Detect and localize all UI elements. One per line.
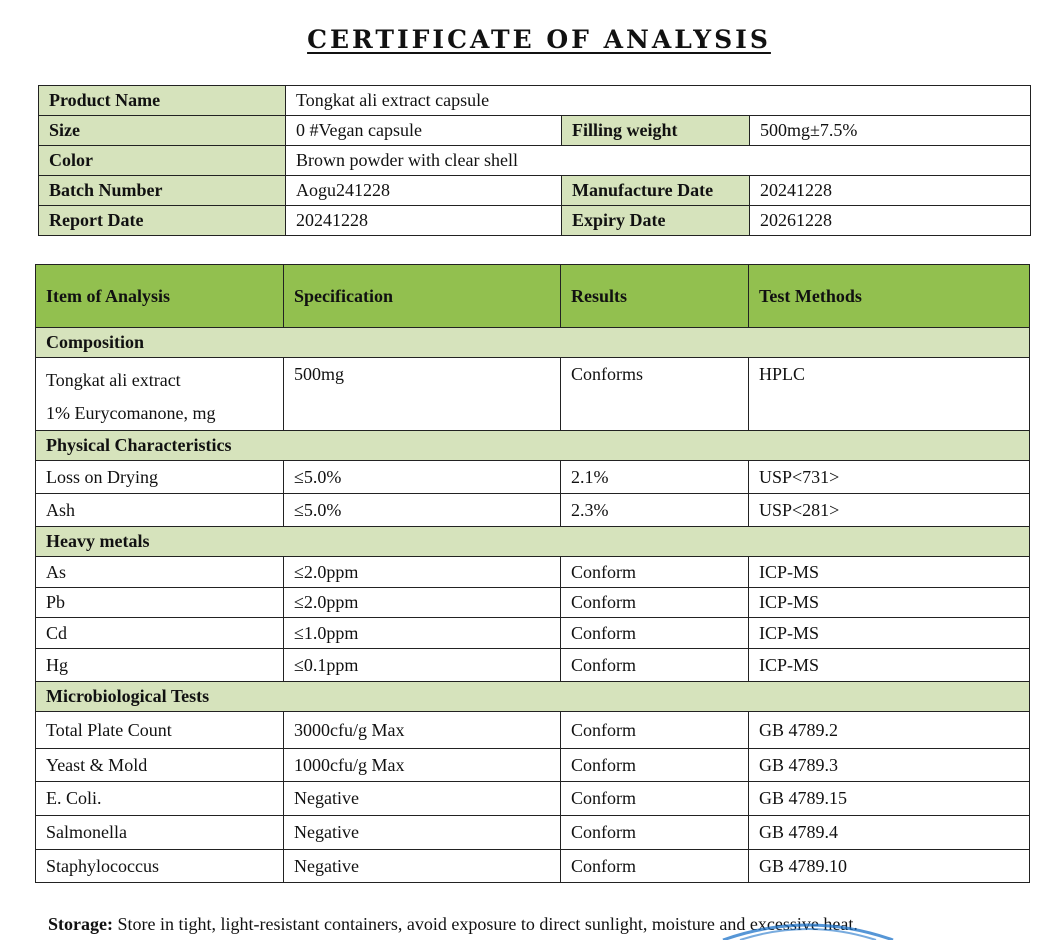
report-date-value: 20241228 (286, 206, 562, 236)
test-method-cell: USP<281> (749, 494, 1030, 527)
table-row (36, 782, 1030, 816)
item-cell: Hg (36, 649, 284, 682)
item-cell: Staphylococcus (36, 850, 284, 883)
item-name: Tongkat ali extract (46, 370, 181, 390)
item-cell: Total Plate Count (36, 712, 284, 749)
product-name-label: Product Name (39, 86, 286, 116)
header-item: Item of Analysis (36, 265, 284, 328)
header-results: Results (561, 265, 749, 328)
analysis-header-row (36, 265, 1030, 328)
color-label: Color (39, 146, 286, 176)
item-name-line2: 1% Eurycomanone, mg (46, 403, 216, 423)
filling-weight-label: Filling weight (562, 116, 750, 146)
table-row (36, 494, 1030, 527)
test-method-cell: ICP-MS (749, 588, 1030, 618)
expiry-date-label: Expiry Date (562, 206, 750, 236)
table-row (36, 816, 1030, 850)
specification-cell: 1000cfu/g Max (284, 749, 561, 782)
item-cell: Ash (36, 494, 284, 527)
specification-cell: 500mg (284, 358, 561, 431)
test-method-cell: USP<731> (749, 461, 1030, 494)
color-value: Brown powder with clear shell (286, 146, 1031, 176)
result-cell: Conform (561, 588, 749, 618)
product-info-table (38, 85, 1031, 236)
result-cell: Conform (561, 749, 749, 782)
section-title: Heavy metals (36, 527, 1030, 557)
result-cell: Conform (561, 712, 749, 749)
section-row (36, 527, 1030, 557)
test-method-cell: GB 4789.15 (749, 782, 1030, 816)
item-cell: Loss on Drying (36, 461, 284, 494)
test-method-cell: HPLC (749, 358, 1030, 431)
specification-cell: ≤2.0ppm (284, 557, 561, 588)
report-date-label: Report Date (39, 206, 286, 236)
product-name-row (39, 86, 1031, 116)
report-row (39, 206, 1031, 236)
specification-cell: Negative (284, 816, 561, 850)
section-title: Microbiological Tests (36, 682, 1030, 712)
specification-cell: ≤1.0ppm (284, 618, 561, 649)
table-row (36, 557, 1030, 588)
expiry-date-value: 20261228 (750, 206, 1031, 236)
table-row (36, 749, 1030, 782)
item-cell: As (36, 557, 284, 588)
test-method-cell: ICP-MS (749, 649, 1030, 682)
result-cell: Conform (561, 782, 749, 816)
result-cell: Conform (561, 816, 749, 850)
storage-text: Store in tight, light-resistant containers, avoid exposure to direct sunlight, moisture and excessive heat. (117, 914, 858, 934)
result-cell: 2.3% (561, 494, 749, 527)
section-row (36, 431, 1030, 461)
test-method-cell: ICP-MS (749, 618, 1030, 649)
specification-cell: Negative (284, 782, 561, 816)
result-cell: Conform (561, 618, 749, 649)
test-method-cell: ICP-MS (749, 557, 1030, 588)
result-cell: 2.1% (561, 461, 749, 494)
document-title: CERTIFICATE OF ANALYSIS (307, 25, 771, 54)
section-row (36, 682, 1030, 712)
manufacture-date-value: 20241228 (750, 176, 1031, 206)
result-cell: Conforms (561, 358, 749, 431)
table-row (36, 618, 1030, 649)
test-method-cell: GB 4789.2 (749, 712, 1030, 749)
test-method-cell: GB 4789.10 (749, 850, 1030, 883)
item-cell: Salmonella (36, 816, 284, 850)
batch-row (39, 176, 1031, 206)
item-cell: E. Coli. (36, 782, 284, 816)
result-cell: Conform (561, 850, 749, 883)
table-row (36, 649, 1030, 682)
item-cell: Pb (36, 588, 284, 618)
header-specification: Specification (284, 265, 561, 328)
specification-cell: ≤2.0ppm (284, 588, 561, 618)
specification-cell: ≤5.0% (284, 461, 561, 494)
item-cell: Cd (36, 618, 284, 649)
item-cell: Yeast & Mold (36, 749, 284, 782)
size-label: Size (39, 116, 286, 146)
table-row (36, 358, 1030, 431)
analysis-table (35, 264, 1030, 883)
specification-cell: 3000cfu/g Max (284, 712, 561, 749)
size-row (39, 116, 1031, 146)
section-title: Composition (36, 328, 1030, 358)
result-cell: Conform (561, 649, 749, 682)
table-row (36, 850, 1030, 883)
storage-label: Storage: (48, 914, 113, 934)
test-method-cell: GB 4789.4 (749, 816, 1030, 850)
size-value: 0 #Vegan capsule (286, 116, 562, 146)
specification-cell: Negative (284, 850, 561, 883)
header-test-methods: Test Methods (749, 265, 1030, 328)
table-row (36, 588, 1030, 618)
manufacture-date-label: Manufacture Date (562, 176, 750, 206)
item-cell (36, 358, 284, 431)
filling-weight-value: 500mg±7.5% (750, 116, 1031, 146)
result-cell: Conform (561, 557, 749, 588)
batch-number-label: Batch Number (39, 176, 286, 206)
specification-cell: ≤0.1ppm (284, 649, 561, 682)
color-row (39, 146, 1031, 176)
company-stamp-icon (718, 916, 898, 940)
section-title: Physical Characteristics (36, 431, 1030, 461)
table-row (36, 461, 1030, 494)
table-row (36, 712, 1030, 749)
test-method-cell: GB 4789.3 (749, 749, 1030, 782)
specification-cell: ≤5.0% (284, 494, 561, 527)
product-name-value: Tongkat ali extract capsule (286, 86, 1031, 116)
batch-number-value: Aogu241228 (286, 176, 562, 206)
section-row (36, 328, 1030, 358)
